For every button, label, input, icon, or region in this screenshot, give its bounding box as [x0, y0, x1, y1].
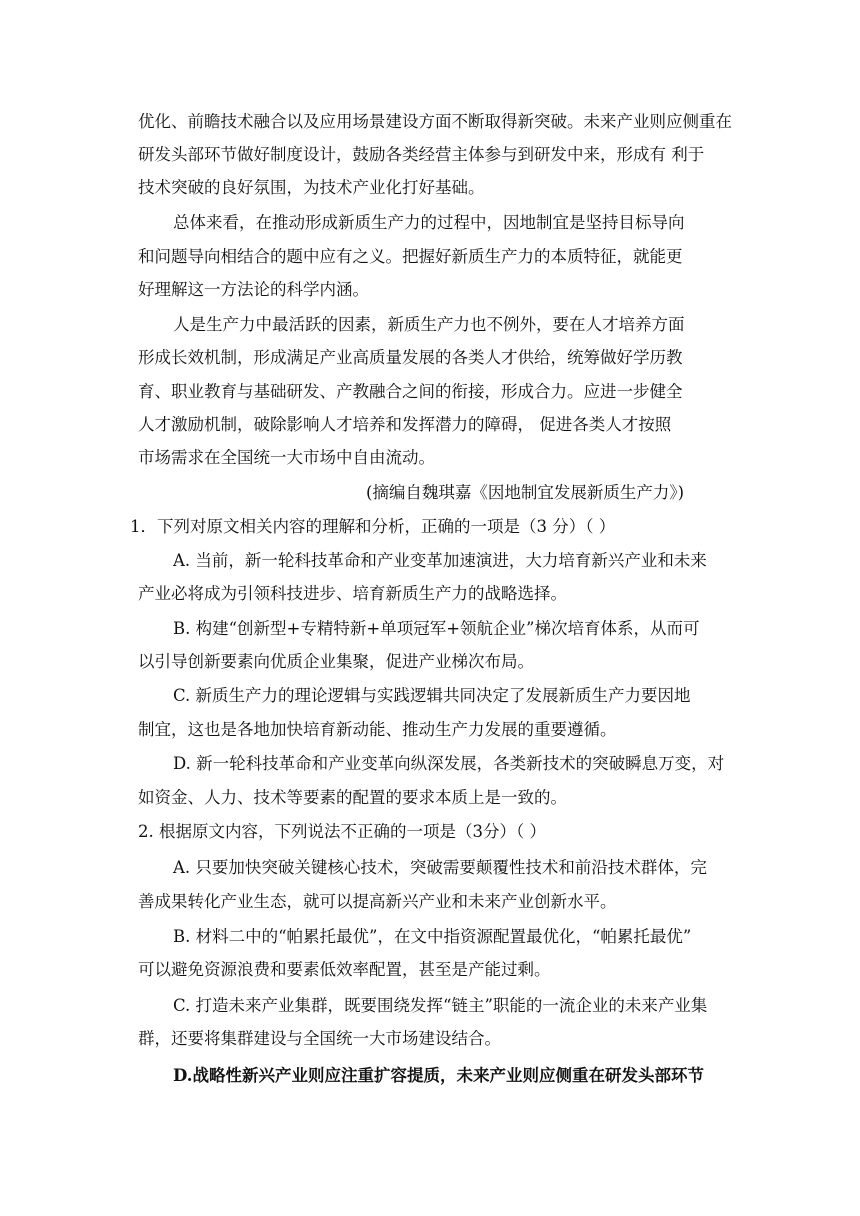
- text-line: 形成长效机制，形成满足产业高质量发展的各类人才供给，统筹做好学历教: [138, 348, 683, 367]
- question-2-option-b: B. 材料二中的“帕累托最优”，在文中指资源配置最优化，“帕累托最优”: [173, 927, 692, 946]
- text-line: 如资金、人力、技术等要素的配置的要求本质上是一致的。: [138, 788, 567, 807]
- question-1-option-a: A. 当前，新一轮科技革命和产业变革加速演进，大力培育新兴产业和未来: [173, 551, 707, 570]
- source-citation: (摘编自魏琪嘉《因地制宜发展新质生产力》): [366, 483, 685, 502]
- text-line: 人才激励机制，破除影响人才培养和发挥潜力的障碍， 促进各类人才按照: [138, 415, 672, 434]
- text-line: 育、职业教育与基础研发、产教融合之间的衔接，形成合力。应进一步健全: [138, 382, 683, 401]
- question-1-stem: 1．下列对原文相关内容的理解和分析，正确的一项是（3 分）（ ）: [130, 517, 616, 536]
- paragraph-start: 总体来看，在推动形成新质生产力的过程中，因地制宜是坚持目标导向: [173, 213, 685, 232]
- text-line: 可以避免资源浪费和要素低效率配置，甚至是产能过剩。: [138, 960, 551, 979]
- text-line: 群，还要将集群建设与全国统一大市场建设结合。: [138, 1029, 501, 1048]
- text-line: 研发头部环节做好制度设计，鼓励各类经营主体参与到研发中来，形成有 利于: [138, 145, 705, 164]
- text-line: 市场需求在全国统一大市场中自由流动。: [138, 448, 435, 467]
- text-line: 和问题导向相结合的题中应有之义。把握好新质生产力的本质特征，就能更: [138, 247, 683, 266]
- question-1-option-b: B. 构建“创新型+专精特新+单项冠军+领航企业”梯次培育体系，从而可: [173, 619, 700, 638]
- question-1-option-d: D. 新一轮科技革命和产业变革向纵深发展，各类新技术的突破瞬息万变，对: [173, 754, 725, 773]
- paragraph-start: 人是生产力中最活跃的因素，新质生产力也不例外，要在人才培养方面: [173, 315, 685, 334]
- text-line: 以引导创新要素向优质企业集聚，促进产业梯次布局。: [138, 652, 534, 671]
- text-line: 优化、前瞻技术融合以及应用场景建设方面不断取得新突破。未来产业则应侧重在: [138, 112, 732, 131]
- question-2-option-c: C. 打造未来产业集群，既要围绕发挥“链主”职能的一流企业的未来产业集: [173, 996, 708, 1015]
- text-line: 技术突破的良好氛围，为技术产业化打好基础。: [138, 178, 485, 197]
- text-line: 善成果转化产业生态，就可以提高新兴产业和未来产业创新水平。: [138, 892, 617, 911]
- question-2-stem: 2. 根据原文内容，下列说法不正确的一项是（3分）（ ）: [138, 822, 546, 841]
- text-line: 产业必将成为引领科技进步、培育新质生产力的战略选择。: [138, 584, 567, 603]
- text-line: 好理解这一方法论的科学内涵。: [138, 280, 369, 299]
- text-line: 制宜，这也是各地加快培育新动能、推动生产力发展的重要遵循。: [138, 720, 617, 739]
- question-2-option-a: A. 只要加快突破关键核心技术，突破需要颠覆性技术和前沿技术群体，完: [173, 858, 707, 877]
- question-2-option-d: D.战略性新兴产业则应注重扩容提质，未来产业则应侧重在研发头部环节: [173, 1066, 704, 1085]
- question-1-option-c: C. 新质生产力的理论逻辑与实践逻辑共同决定了发展新质生产力要因地: [173, 686, 691, 705]
